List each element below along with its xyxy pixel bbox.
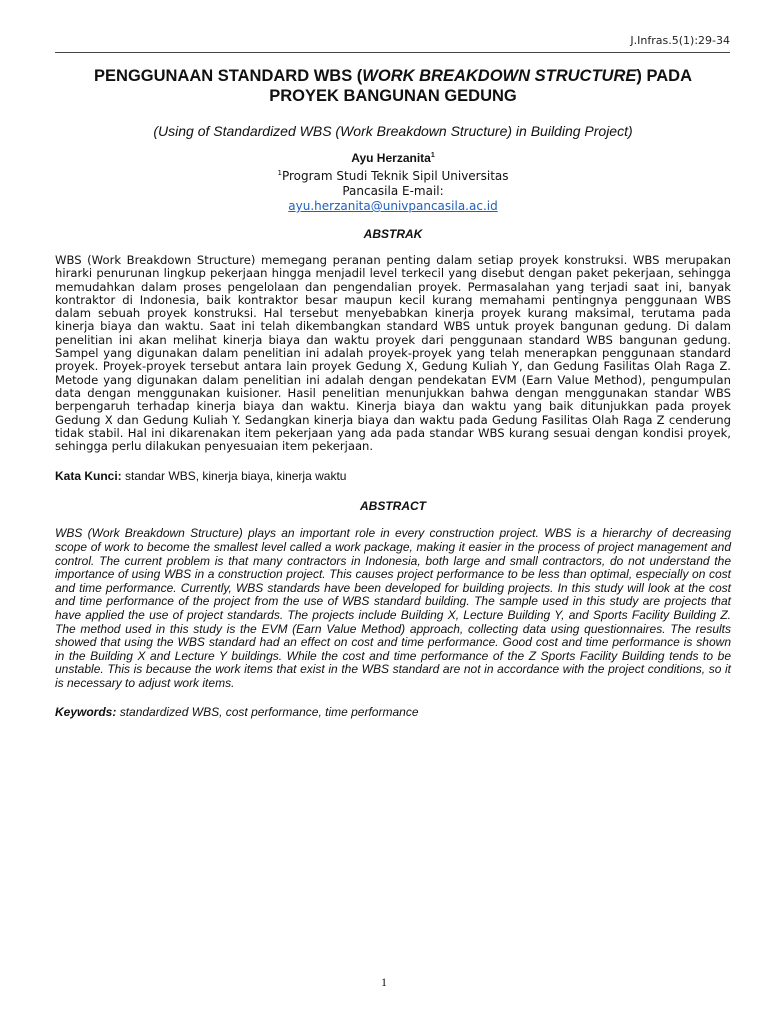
affiliation-line-2: Pancasila E-mail: [342,184,444,198]
author-superscript: 1 [430,152,435,159]
paper-body [55,66,731,719]
keywords [55,705,731,719]
kata-kunci-values: standar WBS, kinerja biaya, kinerja waktu [121,469,347,484]
title-part-2: ) PADA [636,67,692,85]
abstrak-body: WBS (Work Breakdown Structure) memegang peranan penting dalam setiap proyek konstruksi. WBS merupakan hirarki penurunan lingkup pekerjaan hingga menjadil level terkecil yang disebut dengan paket pekerjaan, sehingga memudahkan dalam proses pengelolaan dan pengendalian proyek. Permasalahan yang terjadi saat ini, banyak kontraktor di Indonesia, baik kontraktor besar maupun kecil kurang memahami pentingnya penggunaan WBS dalam sebuah proyek konstruksi. Hal tersebut menyebabkan kinerja proyek kurang maksimal, terutama pada kinerja biaya dan waktu. Saat ini telah dikembangkan standard WBS untuk proyek bangunan gedung. Di dalam penelitian ini akan melihat kinerja biaya dan waktu proyek dari penggunaan standard WBS bangunan gedung. Sampel yang digunakan dalam penelitian ini adalah proyek-proyek yang telah menerapkan penggunaan standard proyek. Proyek-proyek tersebut antara lain proyek Gedung X, Gedung Kuliah Y, dan Gedung Fasilitas Olah Raga Z. Metode yang digunakan dalam penelitian ini adalah dengan pendekatan EVM (Earn Value Method), pengumpulan data dengan menggunakan kuisioner. Hasil penelitian menunjukkan bahwa dengan menggunakan standar WBS berpengaruh terhadap kinerja biaya dan waktu. Kinerja biaya dan waktu yang baik ditunjukkan pada proyek Gedung X dan Gedung Kuliah Y. Sedangkan kinerja biaya dan waktu pada Gedung Fasilitas Olah Raga Z cenderung tidak stabil. Hal ini dikarenakan item pekerjaan yang ada pada standar WBS kurang sesuai dengan kondisi proyek, sehingga perlu dilakukan penyesuaian item pekerjaan. [55,253,731,454]
keywords-label: Keywords: [55,704,117,719]
paper-subtitle: (Using of Standardized WBS (Work Breakdown Structure) in Building Project) [153,123,633,139]
kata-kunci [55,469,731,483]
abstract-body: WBS (Work Breakdown Structure) plays an important role in every construction project. WBS is a hierarchy of decreasing scope of work to become the smallest level called a work package, making it easier in the process of project management and control. The current problem is that many contractors in Indonesia, both large and small contractors, do not understand the importance of using WBS in a construction project. This causes project performance to be less than optimal, especially on cost and time performance. Currently, WBS standards have been developed for building projects. In this study will look at the cost and time performance of the project from the use of WBS standard building. The sample used in this study are projects that have applied the use of project standards. The projects include Building X, Lecture Building Y, and Sports Facility Building Z. The method used in this study is the EVM (Earn Value Method) approach, collecting data using questionnaires. The results showed that using the WBS standard had an effect on cost and time performance. Good cost and time performance is shown in the Building X and Lecture Y buildings. While the cost and time performance of the Z Sports Facility Building tends to be unstable. This is because the work items that exist in the WBS standard are not in accordance with the project conditions, so it is necessary to adjust work items. [55,526,731,690]
affiliation-line-1: Program Studi Teknik Sipil Universitas [281,169,509,183]
author-name [55,151,731,165]
title-line-2: PROYEK BANGUNAN GEDUNG [269,87,517,105]
title-part-1: PENGGUNAAN STANDARD WBS ( [94,67,363,85]
kata-kunci-label: Kata Kunci: [55,469,122,484]
affiliation [55,166,731,199]
header-divider [55,52,730,53]
title-italic-part: WORK BREAKDOWN STRUCTURE [362,67,637,85]
abstract-heading: ABSTRACT [360,499,426,514]
page-number: 1 [381,975,387,989]
affiliation-superscript: 1 [277,169,282,177]
journal-reference: J.Infras.5(1):29-34 [630,34,730,47]
author-name-text: Ayu Herzanita [351,151,431,165]
paper-title [55,66,731,106]
keywords-values: standardized WBS, cost performance, time performance [116,704,419,719]
abstrak-heading: ABSTRAK [363,227,423,241]
author-email-link[interactable]: ayu.herzanita@univpancasila.ac.id [288,199,498,213]
